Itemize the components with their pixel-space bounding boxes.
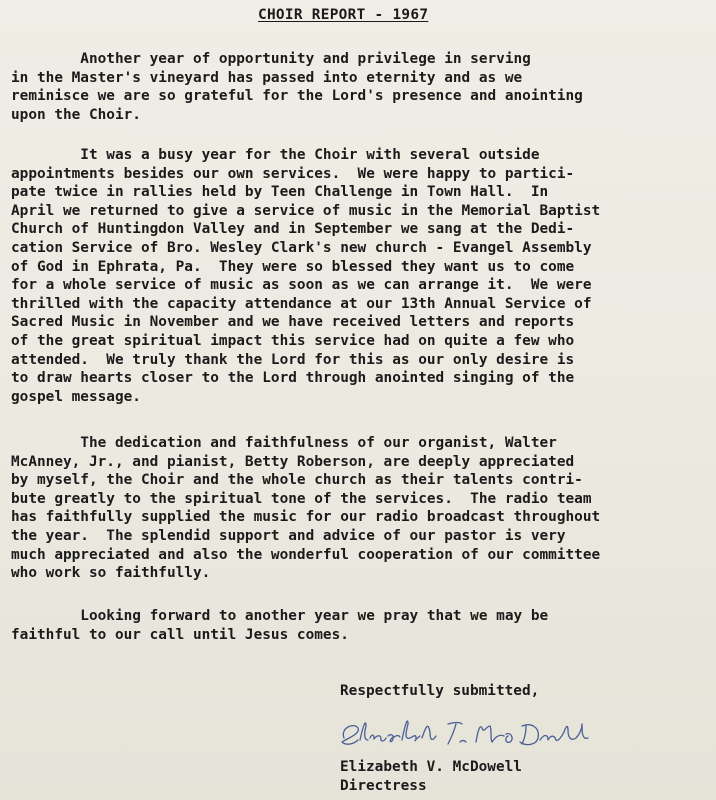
paragraph-line: the year. The splendid support and advice of our pastor is very bbox=[11, 527, 566, 544]
paragraph-line: April we returned to give a service of music in the Memorial Baptist bbox=[11, 202, 601, 219]
paragraph-line: in the Master's vineyard has passed into eternity and as we bbox=[11, 69, 523, 86]
paragraph-intro bbox=[11, 50, 716, 124]
paragraph-line: of the great spiritual impact this service had on quite a few who bbox=[11, 332, 575, 349]
paragraph-line: bute greatly to the spiritual tone of the services. The radio team bbox=[11, 490, 592, 507]
signer-name: Elizabeth V. McDowell bbox=[340, 759, 522, 775]
paragraph-line: pate twice in rallies held by Teen Challenge in Town Hall. In bbox=[11, 184, 549, 201]
paragraph-closing bbox=[11, 607, 716, 644]
paragraph-line: Another year of opportunity and privilege in serving bbox=[11, 51, 531, 67]
paragraph-line: appointments besides our own services. We were happy to partici- bbox=[11, 165, 575, 182]
paragraph-line: Church of Huntingdon Valley and in September we sang at the Dedi- bbox=[11, 221, 575, 238]
paragraph-line: Looking forward to another year we pray that we may be bbox=[11, 608, 549, 624]
paragraph-line: much appreciated and also the wonderful cooperation of our committee bbox=[11, 546, 601, 563]
paragraph-line: The dedication and faithfulness of our organist, Walter bbox=[11, 435, 557, 451]
paragraph-line: upon the Choir. bbox=[11, 106, 141, 123]
paragraph-line: McAnney, Jr., and pianist, Betty Roberson, are deeply appreciated bbox=[11, 453, 575, 470]
paragraph-line: has faithfully supplied the music for our radio broadcast throughout bbox=[11, 509, 601, 526]
handwritten-signature bbox=[336, 712, 596, 762]
paragraph-line: reminisce we are so grateful for the Lord's presence and anointing bbox=[11, 88, 583, 105]
paragraph-line: to draw hearts closer to the Lord through anointed singing of the bbox=[11, 370, 575, 387]
paragraph-line: who work so faithfully. bbox=[11, 565, 211, 582]
paragraph-line: Sacred Music in November and we have received letters and reports bbox=[11, 314, 575, 331]
paragraph-line: of God in Ephrata, Pa. They were so blessed they want us to come bbox=[11, 258, 575, 275]
paragraph-line: cation Service of Bro. Wesley Clark's new church - Evangel Assembly bbox=[11, 239, 592, 256]
paragraph-line: It was a busy year for the Choir with several outside bbox=[11, 147, 540, 163]
paragraph-appreciation bbox=[11, 434, 716, 583]
report-title: CHOIR REPORT - 1967 bbox=[258, 7, 429, 23]
paragraph-line: attended. We truly thank the Lord for this as our only desire is bbox=[11, 351, 575, 368]
paragraph-line: by myself, the Choir and the whole church as their talents contri- bbox=[11, 472, 583, 489]
paragraph-line: thrilled with the capacity attendance at our 13th Annual Service of bbox=[11, 295, 592, 312]
paragraph-line: for a whole service of music as soon as we can arrange it. We were bbox=[11, 277, 592, 294]
paragraph-line: gospel message. bbox=[11, 388, 141, 405]
signer-title: Directress bbox=[340, 778, 427, 794]
paragraph-line: faithful to our call until Jesus comes. bbox=[11, 626, 349, 643]
paragraph-activities bbox=[11, 146, 716, 406]
closing-salutation: Respectfully submitted, bbox=[340, 683, 540, 699]
